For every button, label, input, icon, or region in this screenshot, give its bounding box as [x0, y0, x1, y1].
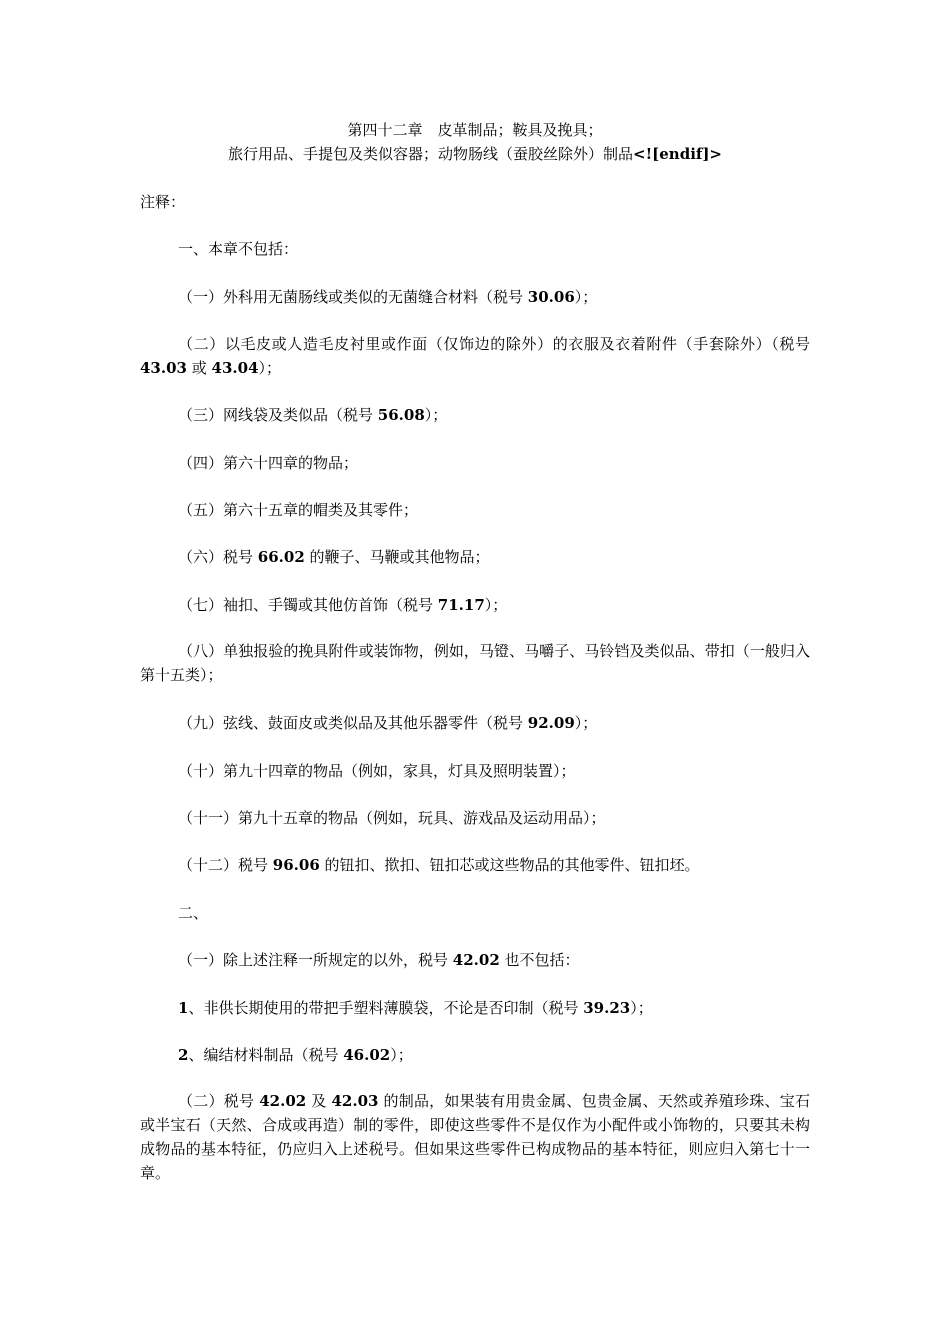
- item-text: （十二）税号: [178, 856, 273, 874]
- item-text-end: ）；: [574, 288, 598, 306]
- tariff-code: 43.04: [211, 359, 259, 377]
- note1-item: [140, 545, 810, 569]
- note1-item: [140, 403, 810, 427]
- note2-subitem: [140, 996, 810, 1020]
- tariff-code: 42.02: [259, 1092, 307, 1110]
- item-text-end: 的制品，如果装有用贵金属、包贵金属、天然或养殖珍珠、宝石或半宝石（天然、合成或再造）制的零件，即使这些零件不是仅作为小配件或小饰物的，只要其未构成物品的基本特征，仍应归入上述税号。但如果这些零件已构成物品的基本特征，则应归入第七十一章。: [140, 1092, 810, 1182]
- tariff-code: 46.02: [343, 1046, 391, 1064]
- item-text: （一）外科用无菌肠线或类似的无菌缝合材料（税号: [178, 288, 528, 306]
- item-text: 、非供长期使用的带把手塑料薄膜袋，不论是否印制（税号: [188, 999, 584, 1017]
- item-text: （八）单独报验的挽具附件或装饰物，例如，马镫、马嚼子、马铃铛及类似品、带扣（一般归入第十五类）；: [140, 642, 810, 684]
- item-text-end: ）；: [390, 1046, 413, 1064]
- note1-item: [140, 498, 810, 522]
- note1-item: [140, 285, 810, 309]
- item-text: （二）以毛皮或人造毛皮衬里或作面（仅饰边的除外）的衣服及衣着附件（手套除外）（税号: [178, 335, 810, 353]
- chapter-subtitle-tag: <![endif]>: [633, 145, 723, 163]
- item-text-end: ）；: [630, 999, 653, 1017]
- item-text: （五）第六十五章的帽类及其零件；: [178, 501, 419, 519]
- item-text-end: 也不包括：: [499, 951, 580, 969]
- tariff-code: 71.17: [437, 596, 485, 614]
- item-text: （六）税号: [178, 548, 258, 566]
- tariff-code: 30.06: [527, 288, 575, 306]
- notes-heading: 注释：: [140, 193, 186, 211]
- item-text: 、编结材料制品（税号: [188, 1046, 344, 1064]
- note1-heading: 一、本章不包括：: [178, 240, 299, 258]
- note2-item: [140, 948, 810, 972]
- chapter-subtitle-text: 旅行用品、手提包及类似容器；动物肠线（蚕胶丝除外）制品: [227, 145, 633, 163]
- item-text: （十一）第九十五章的物品（例如，玩具、游戏品及运动用品）；: [178, 809, 606, 827]
- tariff-code: 43.03: [140, 359, 187, 377]
- item-text-end: ）；: [424, 406, 448, 424]
- item-text: （七）袖扣、手镯或其他仿首饰（税号: [178, 596, 438, 614]
- subitem-number: 2: [178, 1046, 189, 1064]
- note1-item: [140, 639, 810, 687]
- chapter-subtitle: [0, 143, 950, 165]
- item-text: （三）网线袋及类似品（税号: [178, 406, 378, 424]
- note1-item: [140, 806, 810, 830]
- note2-subitem: [140, 1043, 810, 1067]
- item-text-end: 的鞭子、马鞭或其他物品；: [304, 548, 490, 566]
- note1-item: [140, 853, 810, 877]
- item-text: （十）第九十四章的物品（例如，家具，灯具及照明装置）；: [178, 762, 576, 780]
- chapter-title: [0, 119, 950, 141]
- tariff-code: 39.23: [583, 999, 631, 1017]
- item-text-mid: 及: [306, 1092, 332, 1110]
- item-text: （九）弦线、鼓面皮或类似品及其他乐器零件（税号: [178, 714, 528, 732]
- note2-item: [140, 1089, 810, 1185]
- note2-heading: 二、: [178, 904, 209, 922]
- item-text-mid: 或: [186, 359, 212, 377]
- tariff-code: 96.06: [272, 856, 320, 874]
- tariff-code: 66.02: [257, 548, 305, 566]
- item-text: （一）除上述注释一所规定的以外，税号: [178, 951, 453, 969]
- item-text-end: 的钮扣、揿扣、钮扣芯或这些物品的其他零件、钮扣坯。: [319, 856, 700, 874]
- tariff-code: 56.08: [377, 406, 425, 424]
- note1-item: [140, 451, 810, 475]
- item-text: （二）税号: [178, 1092, 260, 1110]
- note1-item: [140, 593, 810, 617]
- tariff-code: 92.09: [527, 714, 575, 732]
- tariff-code: 42.02: [452, 951, 500, 969]
- item-text-end: ）；: [484, 596, 508, 614]
- item-text-end: ）；: [258, 359, 282, 377]
- subitem-number: 1: [178, 999, 189, 1017]
- item-text-end: ）；: [574, 714, 598, 732]
- item-text: （四）第六十四章的物品；: [178, 454, 359, 472]
- note1-item: [140, 332, 810, 380]
- tariff-code: 42.03: [331, 1092, 379, 1110]
- note1-item: [140, 759, 810, 783]
- chapter-title-line1: 第四十二章 皮革制品；鞍具及挽具；: [347, 121, 603, 139]
- note1-item: [140, 711, 810, 735]
